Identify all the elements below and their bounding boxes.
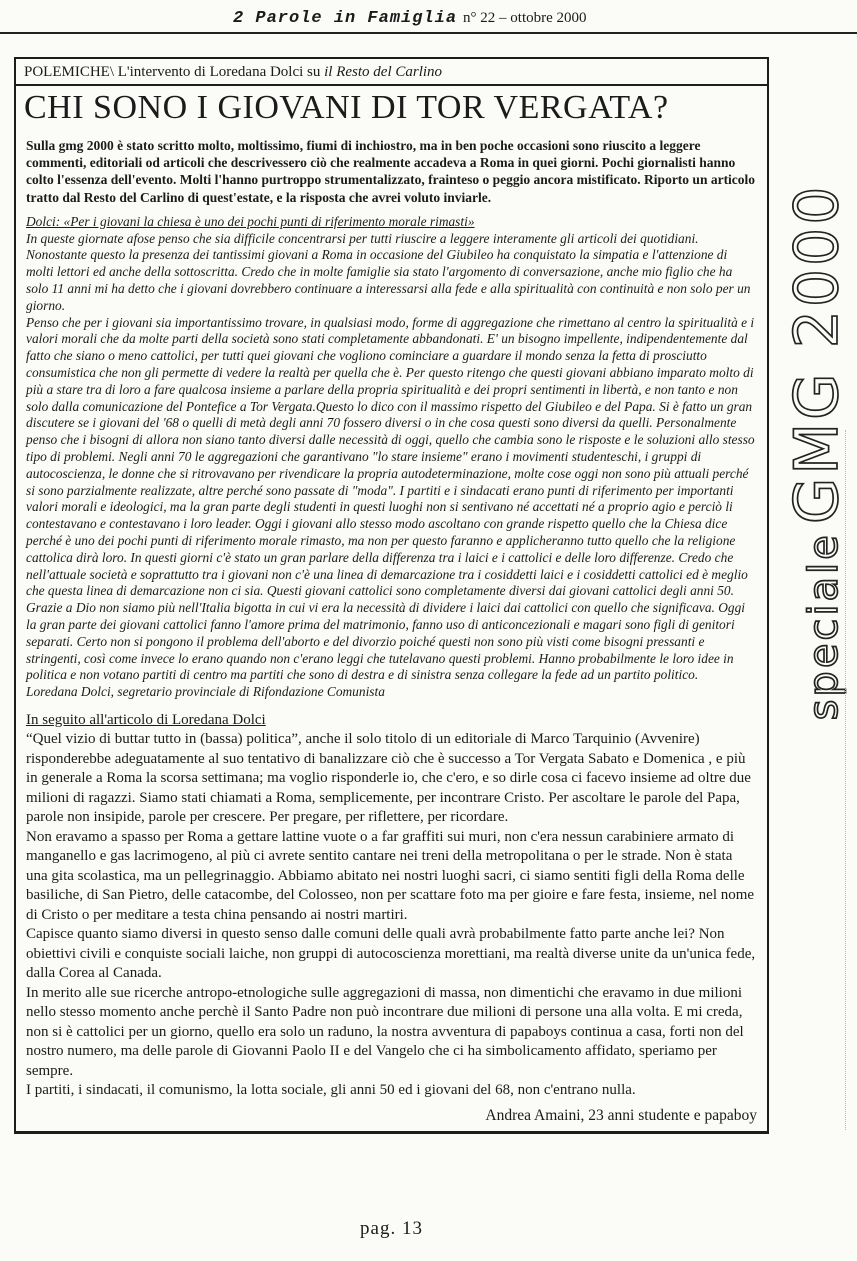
kicker-text: L'intervento di Loredana Dolci su bbox=[114, 64, 325, 80]
article-kicker bbox=[16, 59, 767, 86]
masthead bbox=[0, 0, 857, 34]
dolci-signature: Loredana Dolci, segretario provinciale di Rifondazione Comunista bbox=[26, 684, 385, 700]
article-headline: CHI SONO I GIOVANI DI TOR VERGATA? bbox=[24, 89, 669, 126]
side-label-small: speciale bbox=[801, 532, 847, 721]
article-paragraph: Penso che per i giovani sia importantissimo trovare, in qualsiasi modo, forme di aggregazione che rimettano al centro la spiritualità e i valori morali che da molte parti della società sono stati completamente abbandonati. E' un bisogno impellente, indipendentemente dal fatto che siano o meno cattolici, per tutti quei giovani che vogliono cominciare a guardare il mondo senza la fetta di prosciutto consumistica che non gli permette di vedere la realtà per quella che è. Per questo ritengo che questi giovani abbiano imparato molto di più a stare tra di loro a fare qualcosa insieme a parlare della propria spiritualità e dei propri sentimenti in libertà, e non tanto e non solo dalla comunicazione del Pontefice a Tor Vergata.Questo lo dico con il massimo rispetto del Giubileo e del Papa. Si è fatto un gran discutere se i giovani del '68 o quelli di metà degli anni 70 fossero diversi o in che cosa questi sono diversi da quelli. Personalmente penso che i bisogni di allora non siano tanto diversi dalle necessità di oggi, quello che cambia sono le risposte e le soluzioni allo stesso tipo di problemi. Negli anni 70 le aggregazioni che garantivano "lo stare insieme" erano i movimenti studenteschi, i gruppi di autocoscienza, le donne che si ritrovavano per rivendicare la propria autodeterminazione, molte cose oggi non sono più attuali perché si sono parzialmente realizzate, altre perché sono passate di "moda". I partiti e i sindacati erano punti di riferimento per importanti valori morali e ideologici, ma la gran parte degli studenti in questi luoghi non si sentivano né accettati né a proprio agio e perciò li contestavano e contestavano i loro leader. Oggi i giovani allo stesso modo ascoltano con grande rispetto quello che la Chiesa dice perché è uno dei pochi punti di riferimento morale rimasto, ma non per questo faranno e applicheranno tutto quello che la religione cattolica dirà loro. In questi giorni c'è stato un gran parlare della differenza tra i laici e i cattolici e delle loro differenze. Credo che nell'attuale società e soprattutto tra i giovani non c'è una linea di demarcazione tra i cosiddetti laici e i cosiddetti cattolici ed è meglio che questa linea di demarcazione non ci sia. Questi giovani cattolici sono completamente diversi dai giovani cattolici degli anni 50. Grazie a Dio non siamo più nell'Italia bigotta in cui vi era la necessità di dividere i laici dai cattolici con quello che significava. Oggi la gran parte dei giovani cattolici fanno l'amore prima del matrimonio, fanno uso di anticoncezionali e magari sono figli di genitori separati. Certo non si pongono il problema dell'aborto e del divorzio poiché questi non sono più visti come bisogni pressanti e stringenti, così come invece lo erano quando non c'erano leggi che tutelavano questi problemi. Hanno probabilmente le loro idee in politica e non votano partiti di centro ma partiti che sono di destra e di sinistra senza collegare la fede ad un partito politico. bbox=[26, 314, 755, 683]
article-paragraph: Capisce quanto siamo diversi in questo senso dalle comuni delle quali avrà probabilmente fatto parte anche lei? Non obiettivi civili e conquiste sociali laiche, non gruppi di autocoscienza morettiani, ma realtà diverse unite da un'unica fede, dalla Corea al Canada. bbox=[26, 926, 756, 982]
newsletter-title: 2 Parole in Famiglia bbox=[233, 9, 458, 28]
article-intro: Sulla gmg 2000 è stato scritto molto, moltissimo, fiumi di inchiostro, ma in ben poche occasioni sono riuscito a leggere commenti, editoriali od articoli che descrivessero ciò che realmente accadeva a Roma in quei giorni. Pochi giornalisti hanno colto l'essenza dell'evento. Molti l'hanno purtroppo strumentalizzato, frainteso o peggio ancora mistificato. Riporto un articolo tratto dal Resto del Carlino di quest'estate, e la risposta che avrei voluto inviarle. bbox=[26, 138, 756, 205]
side-vertical-label bbox=[782, 184, 852, 721]
dolci-heading: Dolci: «Per i giovani la chiesa è uno dei pochi punti di riferimento morale rimasti» bbox=[26, 213, 475, 229]
reply-section bbox=[16, 701, 767, 1105]
article-box bbox=[14, 57, 769, 1134]
reply-signature: Andrea Amaini, 23 anni studente e papaboy bbox=[485, 1106, 757, 1124]
article-paragraph: In merito alle sue ricerche antropo-etnologiche sulle aggregazioni di massa, non dimentichi che eravamo in due milioni nello stesso momento anche perchè il Santo Padre non può incontrare due milioni di persone una alla volta. E mi creda, non si è cattolici per un giorno, quello era solo un raduno, la nostra avventura di papaboys continua a casa, forti non del nostro numero, ma delle parole di Giovanni Paolo II e del Vangelo che ci ha simbolicamento affidato, speriamo per sempre. bbox=[26, 984, 744, 1079]
article-paragraph: In queste giornate afose penso che sia difficile concentrarsi per tutti riuscire a leggere interamente gli articoli dei quotidiani. Nonostante questo la presenza dei tantissimi giovani a Roma in occasione del Giubileo ha conquistato la simpatia e l'attenzione di molti lettori ed anche della sottoscritta. Credo che in molte famiglie sia stato l'argomento di conversazione, anche mio figlio che ha solo 11 anni mi ha detto che i giovani dovrebbero continuare a interessarsi alla fede e alla spiritualità con continuità e non solo per un giorno. bbox=[26, 230, 751, 313]
article-paragraph: I partiti, i sindacati, il comunismo, la lotta sociale, gli anni 50 ed i giovani del 68, non c'entrano nulla. bbox=[26, 1082, 636, 1099]
page-number: pag. 13 bbox=[360, 1218, 423, 1239]
scan-edge-artifact bbox=[845, 430, 846, 1130]
side-label-large: GMG 2000 bbox=[782, 183, 852, 525]
article-paragraph: Non eravamo a spasso per Roma a gettare lattine vuote o a far graffiti sui muri, non c'era nessun carabiniere armato di manganello e gas lacrimogeno, al più ci avrete sentito cantare nei treni della metropolitana o per le strade. Non è stata una gita scolastica, ma un pellegrinaggio. Abbiamo abitato nei nostri luoghi sacri, ci siamo sentiti figli della Roma delle basiliche, di San Pietro, delle catacombe, del Colosseo, non per scattare foto ma per gioire e fare festa, insieme, nel nome di Cristo o per meditare a testa china pensando ai nostri martiri. bbox=[26, 828, 755, 923]
dolci-letter-section bbox=[16, 212, 767, 701]
kicker-label: POLEMICHE\ bbox=[24, 64, 114, 80]
kicker-source: il Resto del Carlino bbox=[324, 64, 443, 80]
reply-heading: In seguito all'articolo di Loredana Dolci bbox=[26, 711, 266, 728]
issue-info: n° 22 – ottobre 2000 bbox=[463, 10, 587, 26]
article-paragraph: “Quel vizio di buttar tutto in (bassa) politica”, anche il solo titolo di un editoriale di Marco Tarquinio (Avvenire) risponderebbe adeguatamente al suo tentativo di banalizzare ciò che è successo a Tor Vergata Sabato e Domenica , e più in generale a Roma la scorsa settimana; ma voglio risponderle io, che c'ero, e so dirle cosa ci facevo insieme ad oltre due milioni di ragazzi. Siamo stati chiamati a Roma, semplicemente, per incontrare Cristo. Per ascoltare le parole del Papa, parole non insipide, parole per crescere. Per pregare, per riflettere, per ricordare. bbox=[26, 731, 751, 826]
